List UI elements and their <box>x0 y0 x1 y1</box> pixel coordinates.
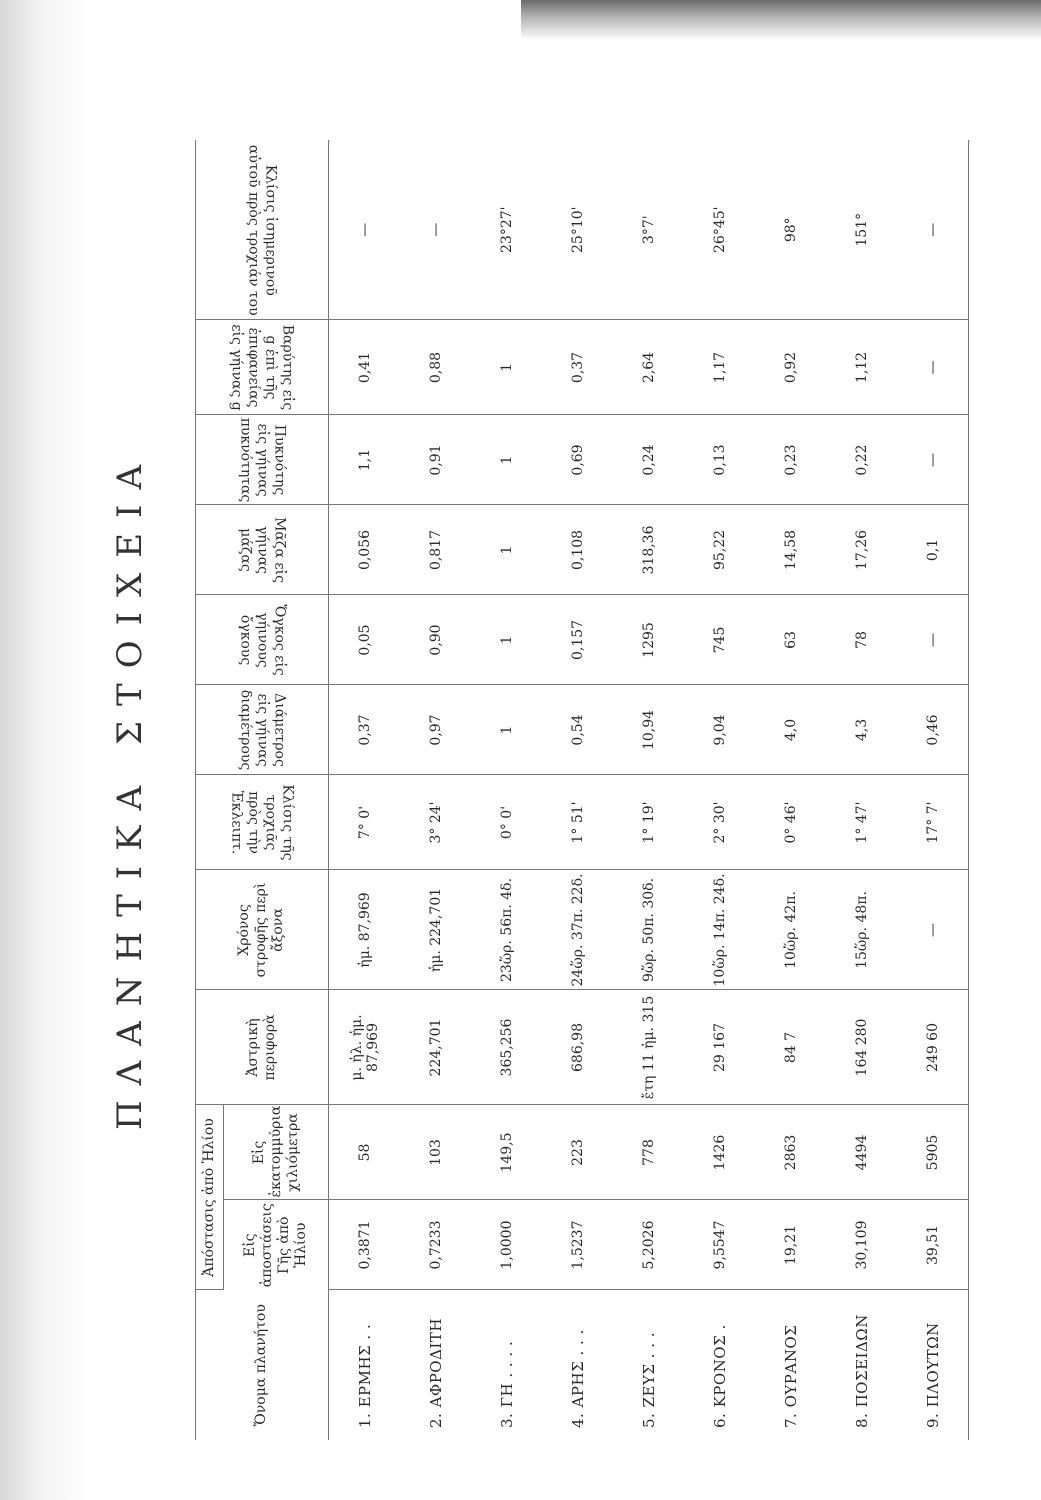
table-row <box>684 140 755 1440</box>
dist-km-cell: 149,5 <box>471 1105 542 1200</box>
dist-au-cell: 0,7233 <box>400 1200 471 1290</box>
mass-cell: 0,108 <box>542 505 613 595</box>
rotated-sheet <box>95 140 955 1440</box>
dist-au-cell: 30,109 <box>826 1200 897 1290</box>
axis-tilt-cell: — <box>897 140 969 320</box>
period-cell: 365,256 <box>471 990 542 1105</box>
header-period: Ἀστρικὴ περιφορὰ <box>195 990 329 1105</box>
table-row <box>542 140 613 1440</box>
diameter-cell: 1 <box>471 685 542 775</box>
axis-tilt-cell: 25°10' <box>542 140 613 320</box>
mass-cell: 318,36 <box>613 505 684 595</box>
mass-cell: 95,22 <box>684 505 755 595</box>
period-cell: 29 167 <box>684 990 755 1105</box>
mass-cell: 0,056 <box>329 505 401 595</box>
mass-cell: 0,817 <box>400 505 471 595</box>
header-name: Ὄνομα πλανήτου <box>195 1290 329 1440</box>
diameter-cell: 4,3 <box>826 685 897 775</box>
dist-km-cell: 2863 <box>755 1105 826 1200</box>
mass-cell: 0,1 <box>897 505 969 595</box>
header-gravity: Βαρύτης εἰς g ἐπὶ τῆς ἐπιφανείας εἰς γήινας g <box>195 320 329 415</box>
inclination-cell: 2° 30' <box>684 775 755 870</box>
inclination-cell: 17° 7' <box>897 775 969 870</box>
period-cell: 164 280 <box>826 990 897 1105</box>
diameter-cell: 9,04 <box>684 685 755 775</box>
planet-name: 3. ΓΗ . . . . <box>497 1340 516 1428</box>
header-mass: Μᾶζα εἰς γήινας μάζας <box>195 505 329 595</box>
dist-au-cell: 1,0000 <box>471 1200 542 1290</box>
diameter-cell: 10,94 <box>613 685 684 775</box>
rotation-cell: 10ὥρ. 42π. <box>755 870 826 990</box>
diameter-cell: 4,0 <box>755 685 826 775</box>
gravity-cell: 1,12 <box>826 320 897 415</box>
dist-au-cell: 1,5237 <box>542 1200 613 1290</box>
planet-name: 5. ΖΕΥΣ . . . <box>639 1331 658 1428</box>
gravity-cell: 0,88 <box>400 320 471 415</box>
rotation-cell: ἡμ. 224,701 <box>400 870 471 990</box>
inclination-cell: 0° 46' <box>755 775 826 870</box>
inclination-cell: 1° 51' <box>542 775 613 870</box>
volume-cell: 0,90 <box>400 595 471 685</box>
gravity-cell: 2,64 <box>613 320 684 415</box>
gravity-cell: 1,17 <box>684 320 755 415</box>
density-cell: 0,23 <box>755 415 826 505</box>
dist-km-cell: 1426 <box>684 1105 755 1200</box>
diameter-cell: 0,97 <box>400 685 471 775</box>
volume-cell: 1 <box>471 595 542 685</box>
volume-cell: 1295 <box>613 595 684 685</box>
axis-tilt-cell: 3°7' <box>613 140 684 320</box>
axis-tilt-cell: 26°45' <box>684 140 755 320</box>
mass-cell: 17,26 <box>826 505 897 595</box>
dist-au-cell: 19,21 <box>755 1200 826 1290</box>
density-cell: 0,24 <box>613 415 684 505</box>
rotation-cell: — <box>897 870 969 990</box>
planet-name: 9. ΠΛΟΥΤΩΝ <box>897 1290 969 1440</box>
volume-cell: 78 <box>826 595 897 685</box>
gravity-cell: 0,41 <box>329 320 401 415</box>
diameter-cell: 0,54 <box>542 685 613 775</box>
table-row <box>755 140 826 1440</box>
gravity-cell: 1 <box>471 320 542 415</box>
header-dist-au: Εἰς ἀποστάσεις Γῆς ἀπὸ Ἡλίου <box>224 1200 329 1290</box>
header-dist-km: Εἰς ἑκατομμύρια χιλιόμετρα <box>224 1105 329 1200</box>
planet-name: 4. ΑΡΗΣ . . . <box>568 1329 587 1428</box>
axis-tilt-cell: — <box>400 140 471 320</box>
density-cell: 1 <box>471 415 542 505</box>
rotation-cell: 24ὥρ. 37π. 22δ. <box>542 870 613 990</box>
density-cell: 0,22 <box>826 415 897 505</box>
density-cell: 1,1 <box>329 415 401 505</box>
mass-cell: 1 <box>471 505 542 595</box>
dist-km-cell: 58 <box>329 1105 401 1200</box>
planet-data-table <box>195 140 969 1440</box>
period-cell: 249 60 <box>897 990 969 1105</box>
rotation-cell: 9ὥρ. 50π. 30δ. <box>613 870 684 990</box>
density-cell: 0,69 <box>542 415 613 505</box>
planet-name: 2. ΑΦΡΟΔΙΤΗ <box>426 1318 445 1428</box>
inclination-cell: 7° 0' <box>329 775 401 870</box>
rotation-cell: 23ὥρ. 56π. 4δ. <box>471 870 542 990</box>
table-row <box>826 140 897 1440</box>
period-cell: 84 7 <box>755 990 826 1105</box>
dist-km-cell: 778 <box>613 1105 684 1200</box>
mass-cell: 14,58 <box>755 505 826 595</box>
dist-au-cell: 5,2026 <box>613 1200 684 1290</box>
inclination-cell: 0° 0' <box>471 775 542 870</box>
volume-cell: 63 <box>755 595 826 685</box>
header-volume: Ὄγκος εἰς γήινους ὄγκους <box>195 595 329 685</box>
table-row <box>329 140 401 1440</box>
volume-cell: 0,05 <box>329 595 401 685</box>
density-cell: 0,13 <box>684 415 755 505</box>
header-diameter: Διάμετρος εἰς γήινας διαμέτρους <box>195 685 329 775</box>
inclination-cell: 1° 47' <box>826 775 897 870</box>
rotation-cell: 15ὥρ. 48π. <box>826 870 897 990</box>
rotation-cell: 10ὥρ. 14π. 24δ. <box>684 870 755 990</box>
header-distance-group: Ἀπόστασις ἀπὸ Ἡλίου <box>195 1105 224 1290</box>
header-density: Πυκνότης εἰς γήινας πυκνότητας <box>195 415 329 505</box>
dist-au-cell: 39,51 <box>897 1200 969 1290</box>
gravity-cell: 0,37 <box>542 320 613 415</box>
planet-name: 8. ΠΟΣΕΙΔΩΝ <box>852 1314 871 1428</box>
axis-tilt-cell: — <box>329 140 401 320</box>
dist-km-cell: 5905 <box>897 1105 969 1200</box>
volume-cell: — <box>897 595 969 685</box>
axis-tilt-cell: 23°27' <box>471 140 542 320</box>
inclination-cell: 3° 24' <box>400 775 471 870</box>
period-cell: 224,701 <box>400 990 471 1105</box>
axis-tilt-cell: 151° <box>826 140 897 320</box>
period-cell: μ. ἡλ. ἡμ. 87,969 <box>329 990 401 1105</box>
dist-au-cell: 0,3871 <box>329 1200 401 1290</box>
table-row <box>471 140 542 1440</box>
volume-cell: 0,157 <box>542 595 613 685</box>
scan-shadow <box>521 0 1041 40</box>
axis-tilt-cell: 98° <box>755 140 826 320</box>
diameter-cell: 0,37 <box>329 685 401 775</box>
period-cell: 686,98 <box>542 990 613 1105</box>
dist-km-cell: 223 <box>542 1105 613 1200</box>
table-row <box>897 140 969 1440</box>
planet-name: 7. ΟΥΡΑΝΟΣ <box>781 1324 800 1428</box>
header-axis-tilt: Κλίσις ἰσημερινοῦ αὐτοῦ πρὸς τροχιάν του <box>195 140 329 320</box>
dist-au-cell: 9,5547 <box>684 1200 755 1290</box>
header-inclination: Κλίσις τῆς τροχιᾶς πρὸς τὴν Ἐκλειπτ. <box>195 775 329 870</box>
header-rotation: Χρόνος στροφῆς περὶ ἄξονα <box>195 870 329 990</box>
table-row <box>613 140 684 1440</box>
dist-km-cell: 103 <box>400 1105 471 1200</box>
planet-name: 1. ΕΡΜΗΣ . . <box>355 1323 374 1428</box>
dist-km-cell: 4494 <box>826 1105 897 1200</box>
page-title: ΠΛΑΝΗΤΙΚΑ ΣΤΟΙΧΕΙΑ <box>110 449 150 1131</box>
density-cell: 0,91 <box>400 415 471 505</box>
period-cell: ἔτη 11 ἡμ. 315 <box>613 990 684 1105</box>
rotation-cell: ἡμ. 87,969 <box>329 870 401 990</box>
density-cell: — <box>897 415 969 505</box>
volume-cell: 745 <box>684 595 755 685</box>
table-row <box>400 140 471 1440</box>
planet-name: 6. ΚΡΟΝΟΣ . <box>710 1324 729 1428</box>
gravity-cell: — <box>897 320 969 415</box>
diameter-cell: 0,46 <box>897 685 969 775</box>
inclination-cell: 1° 19' <box>613 775 684 870</box>
gravity-cell: 0,92 <box>755 320 826 415</box>
